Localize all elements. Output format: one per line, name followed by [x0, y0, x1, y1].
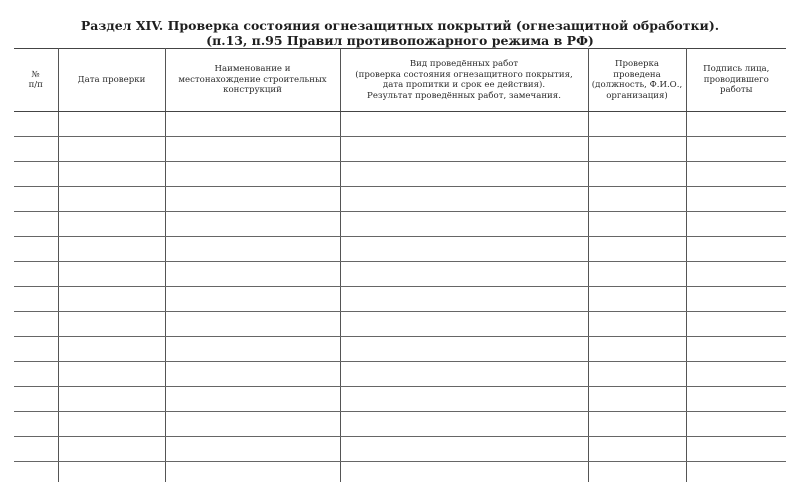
- table-cell[interactable]: [14, 212, 58, 237]
- header-inspector: Проверка проведена (должность, Ф.И.О., организация): [588, 49, 686, 112]
- table-cell[interactable]: [340, 187, 588, 212]
- header-work-type-result: Вид проведённых работ (проверка состояния огнезащитного покрытия, дата пропитки и срок ее действия). Результат проведённых работ, замечания.: [340, 49, 588, 112]
- table-cell[interactable]: [588, 362, 686, 387]
- table-cell[interactable]: [588, 387, 686, 412]
- table-cell[interactable]: [588, 137, 686, 162]
- table-cell[interactable]: [14, 412, 58, 437]
- table-cell[interactable]: [14, 187, 58, 212]
- table-cell[interactable]: [340, 212, 588, 237]
- table-cell[interactable]: [165, 412, 340, 437]
- table-cell[interactable]: [58, 287, 165, 312]
- table-cell[interactable]: [686, 362, 786, 387]
- table-cell[interactable]: [340, 137, 588, 162]
- table-cell[interactable]: [14, 387, 58, 412]
- table-cell[interactable]: [686, 212, 786, 237]
- table-row: [14, 137, 786, 162]
- table-row: [14, 212, 786, 237]
- table-cell[interactable]: [588, 287, 686, 312]
- table-row: [14, 312, 786, 337]
- table-row: [14, 387, 786, 412]
- header-signature: Подпись лица, проводившего работы: [686, 49, 786, 112]
- table-cell[interactable]: [588, 412, 686, 437]
- header-number: № п/п: [14, 49, 58, 112]
- table-cell[interactable]: [14, 237, 58, 262]
- table-row: [14, 287, 786, 312]
- inspection-log-table: [14, 48, 786, 482]
- table-cell[interactable]: [165, 437, 340, 462]
- table-cell[interactable]: [686, 387, 786, 412]
- table-cell[interactable]: [686, 137, 786, 162]
- table-cell[interactable]: [340, 112, 588, 137]
- table-cell[interactable]: [58, 412, 165, 437]
- table-cell[interactable]: [588, 462, 686, 483]
- table-cell[interactable]: [14, 112, 58, 137]
- table-cell[interactable]: [14, 312, 58, 337]
- table-cell[interactable]: [14, 162, 58, 187]
- table-row: [14, 462, 786, 483]
- table-cell[interactable]: [340, 362, 588, 387]
- table-cell[interactable]: [686, 462, 786, 483]
- table-cell[interactable]: [165, 237, 340, 262]
- table-cell[interactable]: [58, 437, 165, 462]
- section-title: [0, 18, 800, 48]
- table-cell[interactable]: [340, 387, 588, 412]
- table-cell[interactable]: [58, 212, 165, 237]
- table-cell[interactable]: [588, 312, 686, 337]
- table-cell[interactable]: [588, 162, 686, 187]
- table-cell[interactable]: [340, 237, 588, 262]
- table-cell[interactable]: [58, 262, 165, 287]
- table-cell[interactable]: [340, 287, 588, 312]
- table-cell[interactable]: [58, 162, 165, 187]
- table-cell[interactable]: [588, 187, 686, 212]
- table-row: [14, 112, 786, 137]
- table-row: [14, 162, 786, 187]
- table-cell[interactable]: [340, 262, 588, 287]
- table-cell[interactable]: [165, 387, 340, 412]
- section-title-line-1: Раздел XIV. Проверка состояния огнезащитных покрытий (огнезащитной обработки).: [80, 18, 720, 33]
- table-row: [14, 262, 786, 287]
- table-row: [14, 412, 786, 437]
- table-cell[interactable]: [686, 262, 786, 287]
- table-row: [14, 362, 786, 387]
- table-cell[interactable]: [340, 437, 588, 462]
- table-cell[interactable]: [58, 337, 165, 362]
- table-cell[interactable]: [58, 237, 165, 262]
- table-cell[interactable]: [14, 462, 58, 483]
- table-cell[interactable]: [14, 337, 58, 362]
- table-cell[interactable]: [165, 287, 340, 312]
- table-cell[interactable]: [588, 437, 686, 462]
- table-cell[interactable]: [340, 312, 588, 337]
- table-cell[interactable]: [686, 412, 786, 437]
- table-cell[interactable]: [686, 237, 786, 262]
- table-cell[interactable]: [58, 387, 165, 412]
- table-row: [14, 437, 786, 462]
- table-cell[interactable]: [686, 162, 786, 187]
- header-structure-name-location: Наименование и местонахождение строительных конструкций: [165, 49, 340, 112]
- table-cell[interactable]: [165, 162, 340, 187]
- table-cell[interactable]: [588, 337, 686, 362]
- table-body: [14, 112, 786, 483]
- table-cell[interactable]: [58, 112, 165, 137]
- table-cell[interactable]: [165, 362, 340, 387]
- table-cell[interactable]: [165, 312, 340, 337]
- table-cell[interactable]: [58, 312, 165, 337]
- table-cell[interactable]: [165, 212, 340, 237]
- table-row: [14, 237, 786, 262]
- table-cell[interactable]: [58, 187, 165, 212]
- table-cell[interactable]: [686, 337, 786, 362]
- table-row: [14, 187, 786, 212]
- table-cell[interactable]: [588, 212, 686, 237]
- table-cell[interactable]: [165, 112, 340, 137]
- table-cell[interactable]: [588, 237, 686, 262]
- table-cell[interactable]: [340, 412, 588, 437]
- section-title-line-2: (п.13, п.95 Правил противопожарного режима в РФ): [206, 33, 594, 48]
- table-cell[interactable]: [686, 437, 786, 462]
- table-cell[interactable]: [588, 262, 686, 287]
- table-cell[interactable]: [165, 187, 340, 212]
- table-cell[interactable]: [686, 112, 786, 137]
- table-cell[interactable]: [165, 462, 340, 483]
- table-cell[interactable]: [686, 312, 786, 337]
- table-cell[interactable]: [58, 462, 165, 483]
- table-cell[interactable]: [165, 137, 340, 162]
- table-cell[interactable]: [340, 337, 588, 362]
- table-cell[interactable]: [686, 287, 786, 312]
- table-cell[interactable]: [14, 437, 58, 462]
- table-row: [14, 337, 786, 362]
- table-header-row: [14, 49, 786, 112]
- table-cell[interactable]: [165, 262, 340, 287]
- table-cell[interactable]: [340, 462, 588, 483]
- table-cell[interactable]: [14, 262, 58, 287]
- table-cell[interactable]: [14, 287, 58, 312]
- table-cell[interactable]: [165, 337, 340, 362]
- table-cell[interactable]: [58, 362, 165, 387]
- table-cell[interactable]: [588, 112, 686, 137]
- table-cell[interactable]: [14, 137, 58, 162]
- table-cell[interactable]: [58, 137, 165, 162]
- table-cell[interactable]: [686, 187, 786, 212]
- table-cell[interactable]: [340, 162, 588, 187]
- header-check-date: Дата проверки: [58, 49, 165, 112]
- table-cell[interactable]: [14, 362, 58, 387]
